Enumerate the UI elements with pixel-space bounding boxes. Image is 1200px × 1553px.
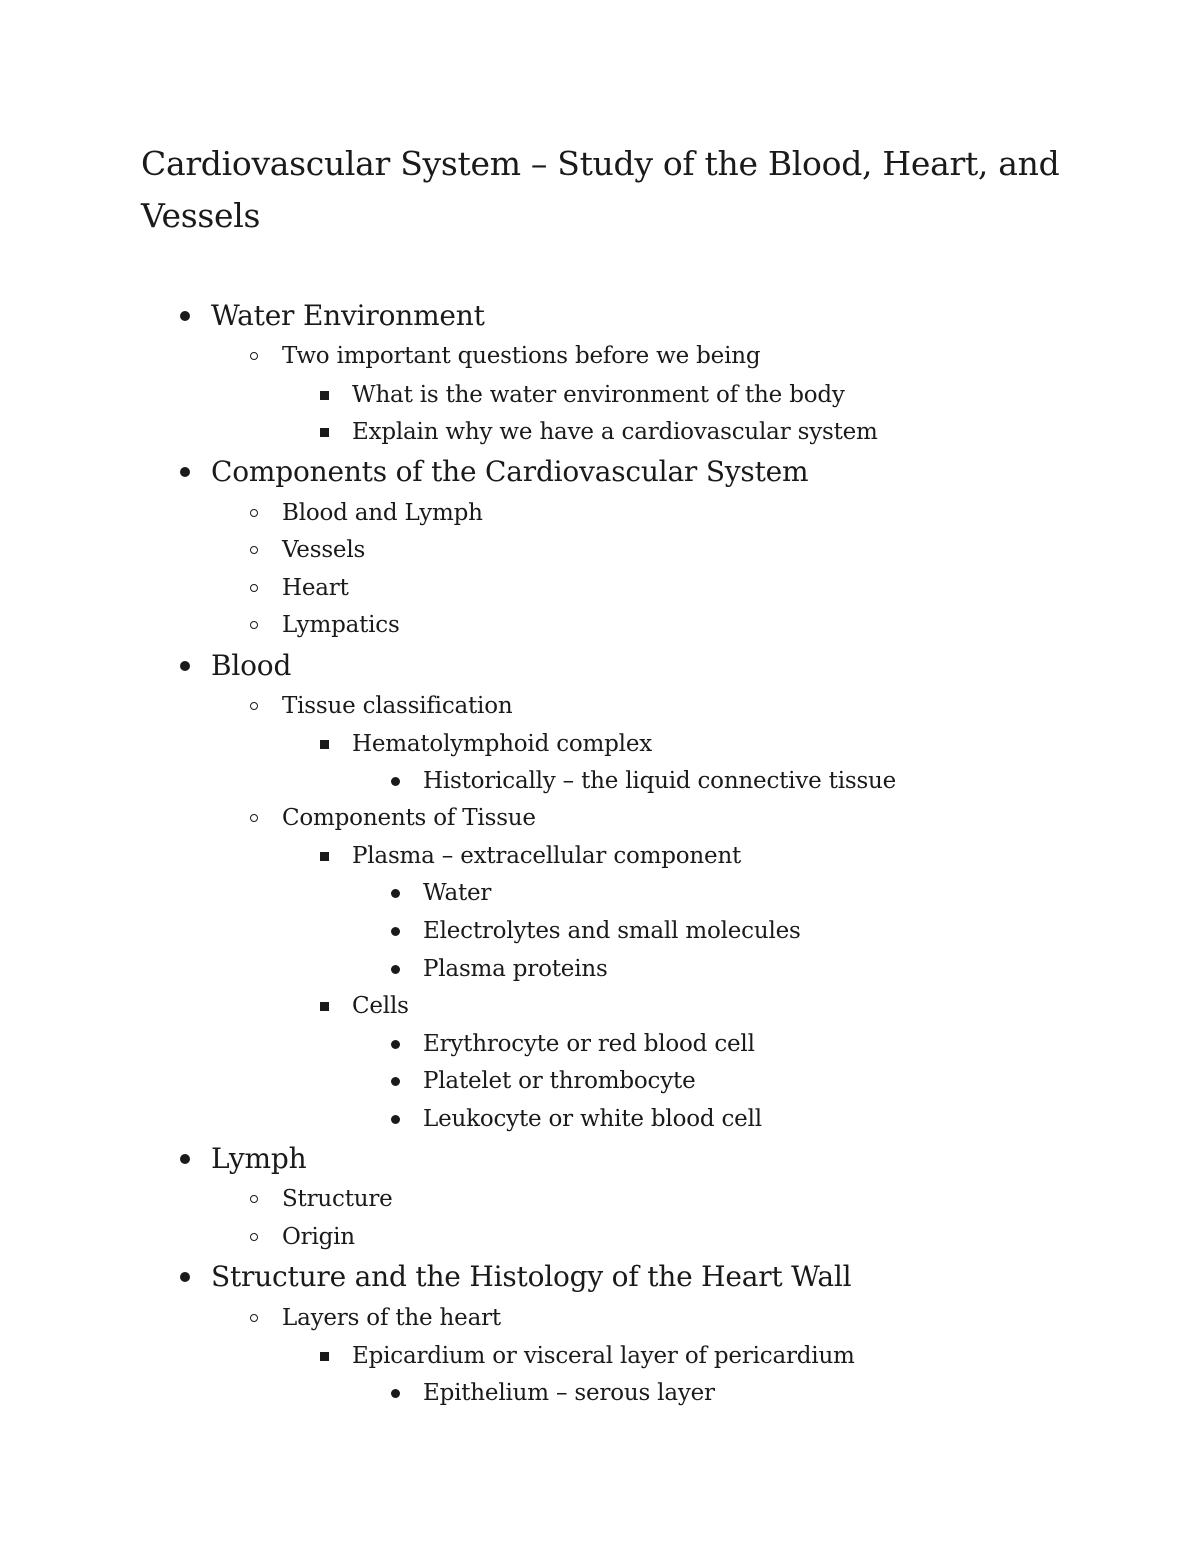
outline-item-level-3: Erythrocyte or red blood cell	[423, 1031, 755, 1057]
circle-bullet-icon	[250, 621, 258, 629]
outline-item-level-2: Explain why we have a cardiovascular system	[352, 419, 878, 445]
outline-item-level-3: Leukocyte or white blood cell	[423, 1106, 762, 1132]
outline-item-level-0: Lymph	[211, 1142, 307, 1175]
square-bullet-icon	[320, 428, 329, 437]
circle-bullet-icon	[250, 584, 258, 592]
disc-bullet-icon	[391, 1389, 400, 1398]
outline-item-level-0: Water Environment	[211, 299, 485, 332]
circle-bullet-icon	[250, 352, 258, 360]
outline-item-level-1: Lympatics	[282, 612, 400, 638]
outline-item-level-3: Platelet or thrombocyte	[423, 1068, 696, 1094]
outline-item-level-1: Heart	[282, 575, 349, 601]
outline-item-level-3: Historically – the liquid connective tissue	[423, 768, 897, 794]
disc-bullet-icon	[180, 661, 190, 671]
outline-item-level-1: Two important questions before we being	[282, 343, 761, 369]
square-bullet-icon	[320, 391, 329, 400]
square-bullet-icon	[320, 1002, 329, 1011]
disc-bullet-icon	[391, 1077, 400, 1086]
circle-bullet-icon	[250, 814, 258, 822]
outline-item-level-2: Hematolymphoid complex	[352, 731, 653, 757]
outline-item-level-0: Structure and the Histology of the Heart Wall	[211, 1260, 852, 1293]
disc-bullet-icon	[391, 1115, 400, 1124]
outline-item-level-3: Epithelium – serous layer	[423, 1380, 715, 1406]
outline-item-level-1: Components of Tissue	[282, 805, 536, 831]
disc-bullet-icon	[391, 889, 400, 898]
disc-bullet-icon	[180, 467, 190, 477]
page-title: Cardiovascular System – Study of the Blood, Heart, and Vessels	[141, 144, 1060, 235]
circle-bullet-icon	[250, 546, 258, 554]
outline-item-level-3: Electrolytes and small molecules	[423, 918, 801, 944]
disc-bullet-icon	[391, 1040, 400, 1049]
outline-item-level-2: Epicardium or visceral layer of pericardium	[352, 1343, 855, 1369]
disc-bullet-icon	[391, 927, 400, 936]
square-bullet-icon	[320, 852, 329, 861]
circle-bullet-icon	[250, 702, 258, 710]
disc-bullet-icon	[180, 1272, 190, 1282]
disc-bullet-icon	[391, 777, 400, 786]
outline-item-level-1: Vessels	[282, 537, 366, 563]
outline-item-level-3: Water	[423, 880, 492, 906]
outline-item-level-1: Structure	[282, 1186, 393, 1212]
disc-bullet-icon	[391, 965, 400, 974]
outline-item-level-3: Plasma proteins	[423, 956, 608, 982]
outline-item-level-1: Origin	[282, 1224, 355, 1250]
square-bullet-icon	[320, 1352, 329, 1361]
outline-item-level-0: Blood	[211, 649, 292, 682]
outline-item-level-1: Layers of the heart	[282, 1305, 501, 1331]
circle-bullet-icon	[250, 1314, 258, 1322]
circle-bullet-icon	[250, 509, 258, 517]
square-bullet-icon	[320, 740, 329, 749]
circle-bullet-icon	[250, 1233, 258, 1241]
disc-bullet-icon	[180, 1154, 190, 1164]
outline-item-level-2: What is the water environment of the body	[352, 382, 845, 408]
outline-item-level-2: Cells	[352, 993, 409, 1019]
outline-item-level-2: Plasma – extracellular component	[352, 843, 742, 869]
disc-bullet-icon	[180, 311, 190, 321]
outline-item-level-1: Tissue classification	[282, 693, 513, 719]
circle-bullet-icon	[250, 1195, 258, 1203]
outline-item-level-1: Blood and Lymph	[282, 500, 483, 526]
outline-item-level-0: Components of the Cardiovascular System	[211, 455, 809, 488]
